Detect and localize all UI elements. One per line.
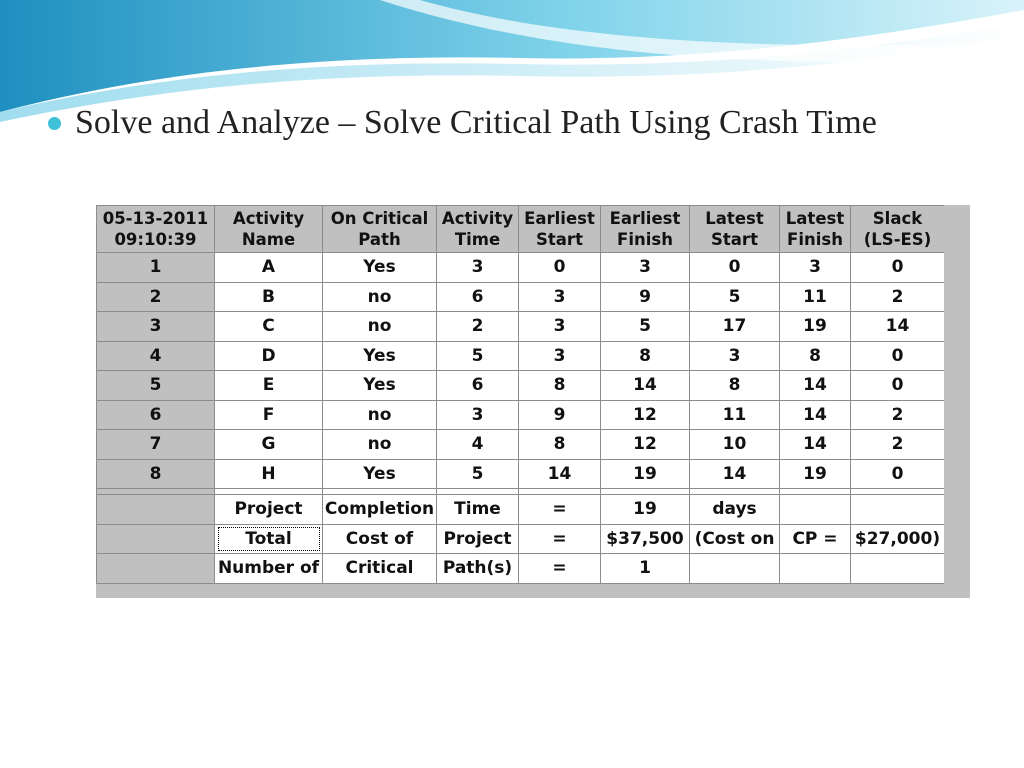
- grid-cell[interactable]: 2: [851, 282, 945, 312]
- grid-cell[interactable]: 8: [690, 371, 780, 401]
- grid-cell[interactable]: 12: [601, 400, 690, 430]
- grid-cell[interactable]: 12: [601, 430, 690, 460]
- column-header[interactable]: [601, 206, 690, 253]
- column-header-line1: Earliest: [609, 209, 681, 228]
- grid-cell[interactable]: G: [215, 430, 323, 460]
- grid-cell[interactable]: 0: [851, 371, 945, 401]
- table-row: [97, 253, 945, 283]
- column-header-line1: Latest: [785, 209, 845, 228]
- grid-cell[interactable]: 3: [690, 341, 780, 371]
- column-header[interactable]: [780, 206, 851, 253]
- grid-cell[interactable]: B: [215, 282, 323, 312]
- row-number-cell[interactable]: 1: [97, 253, 215, 283]
- column-header-line2: Start: [536, 230, 583, 249]
- grid-cell[interactable]: 6: [437, 371, 519, 401]
- grid-cell[interactable]: 19: [780, 312, 851, 342]
- grid-cell[interactable]: 5: [601, 312, 690, 342]
- grid-cell[interactable]: 0: [690, 253, 780, 283]
- summary-cell[interactable]: Project: [215, 495, 323, 525]
- table-row: [97, 341, 945, 371]
- grid-cell[interactable]: no: [323, 282, 437, 312]
- grid-cell[interactable]: 14: [780, 371, 851, 401]
- column-header-line2: (LS-ES): [863, 230, 932, 249]
- grid-cell[interactable]: 19: [601, 459, 690, 489]
- grid-cell[interactable]: 9: [601, 282, 690, 312]
- grid-cell[interactable]: 9: [519, 400, 601, 430]
- grid-cell[interactable]: 5: [437, 341, 519, 371]
- grid-cell[interactable]: A: [215, 253, 323, 283]
- grid-cell[interactable]: F: [215, 400, 323, 430]
- grid-cell[interactable]: 3: [519, 282, 601, 312]
- grid-cell[interactable]: 5: [690, 282, 780, 312]
- summary-cell[interactable]: [690, 554, 780, 584]
- grid-cell[interactable]: 14: [780, 430, 851, 460]
- summary-cell[interactable]: Time: [437, 495, 519, 525]
- grid-cell[interactable]: 19: [780, 459, 851, 489]
- results-grid-window: [96, 205, 970, 598]
- summary-cell[interactable]: [780, 495, 851, 525]
- grid-cell[interactable]: 11: [690, 400, 780, 430]
- column-header[interactable]: [323, 206, 437, 253]
- summary-cell[interactable]: days: [690, 495, 780, 525]
- column-header-line1: Activity: [232, 209, 305, 228]
- column-header-line1: On Critical: [330, 209, 429, 228]
- grid-cell[interactable]: 8: [519, 430, 601, 460]
- summary-row: [97, 524, 945, 554]
- summary-cell[interactable]: =: [519, 524, 601, 554]
- row-number-cell[interactable]: 2: [97, 282, 215, 312]
- grid-cell[interactable]: 8: [519, 371, 601, 401]
- column-header-line2: Name: [241, 230, 296, 249]
- summary-cell[interactable]: =: [519, 554, 601, 584]
- column-header[interactable]: [437, 206, 519, 253]
- grid-cell[interactable]: Yes: [323, 253, 437, 283]
- column-header-line2: Finish: [617, 230, 673, 249]
- table-row: [97, 459, 945, 489]
- column-header[interactable]: [690, 206, 780, 253]
- summary-cell[interactable]: (Cost on: [690, 524, 780, 554]
- column-header[interactable]: [851, 206, 945, 253]
- grid-cell[interactable]: 4: [437, 430, 519, 460]
- summary-cell[interactable]: Completion: [323, 495, 437, 525]
- grid-cell[interactable]: no: [323, 430, 437, 460]
- grid-cell[interactable]: 14: [601, 371, 690, 401]
- summary-cell[interactable]: Cost of: [323, 524, 437, 554]
- critical-path-results-table: [96, 205, 945, 584]
- header-row: [97, 206, 945, 253]
- column-header-line2: Start: [711, 230, 758, 249]
- summary-cell[interactable]: [851, 495, 945, 525]
- summary-cell[interactable]: [780, 554, 851, 584]
- column-header-line1: Slack: [872, 209, 923, 228]
- summary-row: [97, 554, 945, 584]
- column-header-line1: Latest: [705, 209, 764, 228]
- row-number-cell[interactable]: 3: [97, 312, 215, 342]
- grid-cell[interactable]: 11: [780, 282, 851, 312]
- grid-cell[interactable]: 14: [851, 312, 945, 342]
- table-row: [97, 430, 945, 460]
- summary-cell[interactable]: 1: [601, 554, 690, 584]
- table-row: [97, 371, 945, 401]
- column-header-line2: Time: [454, 230, 501, 249]
- summary-cell[interactable]: $37,500: [601, 524, 690, 554]
- grid-cell[interactable]: 3: [437, 253, 519, 283]
- summary-cell[interactable]: Critical: [323, 554, 437, 584]
- column-header[interactable]: [519, 206, 601, 253]
- grid-cell[interactable]: 17: [690, 312, 780, 342]
- summary-cell[interactable]: [851, 554, 945, 584]
- grid-cell[interactable]: 0: [851, 459, 945, 489]
- summary-cell[interactable]: Number of: [215, 554, 323, 584]
- timestamp-time: 09:10:39: [114, 230, 197, 249]
- summary-row: [97, 495, 945, 525]
- row-number-cell[interactable]: 8: [97, 459, 215, 489]
- grid-cell[interactable]: no: [323, 400, 437, 430]
- grid-cell[interactable]: no: [323, 312, 437, 342]
- grid-cell[interactable]: Yes: [323, 341, 437, 371]
- column-header-line2: Finish: [787, 230, 843, 249]
- grid-cell[interactable]: 0: [519, 253, 601, 283]
- bullet-icon: [48, 117, 61, 130]
- grid-cell[interactable]: 5: [437, 459, 519, 489]
- grid-cell[interactable]: C: [215, 312, 323, 342]
- summary-row-header[interactable]: [97, 524, 215, 554]
- grid-cell[interactable]: 10: [690, 430, 780, 460]
- grid-cell[interactable]: 0: [851, 341, 945, 371]
- table-row: [97, 282, 945, 312]
- grid-cell[interactable]: D: [215, 341, 323, 371]
- grid-cell[interactable]: 2: [851, 400, 945, 430]
- table-row: [97, 400, 945, 430]
- grid-cell[interactable]: 8: [780, 341, 851, 371]
- grid-cell[interactable]: H: [215, 459, 323, 489]
- summary-cell[interactable]: $27,000): [851, 524, 945, 554]
- grid-cell[interactable]: 14: [780, 400, 851, 430]
- summary-cell[interactable]: Project: [437, 524, 519, 554]
- timestamp-date: 05-13-2011: [102, 209, 209, 228]
- column-header-line1: Earliest: [524, 209, 595, 228]
- summary-cell[interactable]: CP =: [780, 524, 851, 554]
- grid-cell[interactable]: 3: [519, 312, 601, 342]
- column-header-line1: Activity: [441, 209, 514, 228]
- grid-scroll-strip: [944, 205, 970, 598]
- grid-cell[interactable]: 2: [851, 430, 945, 460]
- summary-row-header[interactable]: [97, 495, 215, 525]
- grid-cell[interactable]: E: [215, 371, 323, 401]
- grid-cell[interactable]: 3: [519, 341, 601, 371]
- summary-row-header[interactable]: [97, 554, 215, 584]
- summary-cell[interactable]: 19: [601, 495, 690, 525]
- grid-cell[interactable]: 8: [601, 341, 690, 371]
- column-header-line2: Path: [358, 230, 401, 249]
- summary-cell[interactable]: Path(s): [437, 554, 519, 584]
- summary-cell-focused[interactable]: Total: [215, 524, 323, 554]
- row-number-cell[interactable]: 6: [97, 400, 215, 430]
- summary-cell[interactable]: =: [519, 495, 601, 525]
- grid-cell[interactable]: 0: [851, 253, 945, 283]
- table-row: [97, 312, 945, 342]
- grid-cell[interactable]: 3: [437, 400, 519, 430]
- grid-cell[interactable]: 14: [519, 459, 601, 489]
- slide-title: Solve and Analyze – Solve Critical Path Using Crash Time: [75, 104, 877, 141]
- grid-cell[interactable]: 14: [690, 459, 780, 489]
- row-number-cell[interactable]: 7: [97, 430, 215, 460]
- grid-cell[interactable]: Yes: [323, 459, 437, 489]
- corner-timestamp-cell: [97, 206, 215, 253]
- grid-cell[interactable]: 3: [780, 253, 851, 283]
- grid-cell[interactable]: Yes: [323, 371, 437, 401]
- row-number-cell[interactable]: 4: [97, 341, 215, 371]
- column-header[interactable]: [215, 206, 323, 253]
- grid-cell[interactable]: 3: [601, 253, 690, 283]
- grid-cell[interactable]: 6: [437, 282, 519, 312]
- grid-cell[interactable]: 2: [437, 312, 519, 342]
- row-number-cell[interactable]: 5: [97, 371, 215, 401]
- slide-title-row: [48, 100, 877, 146]
